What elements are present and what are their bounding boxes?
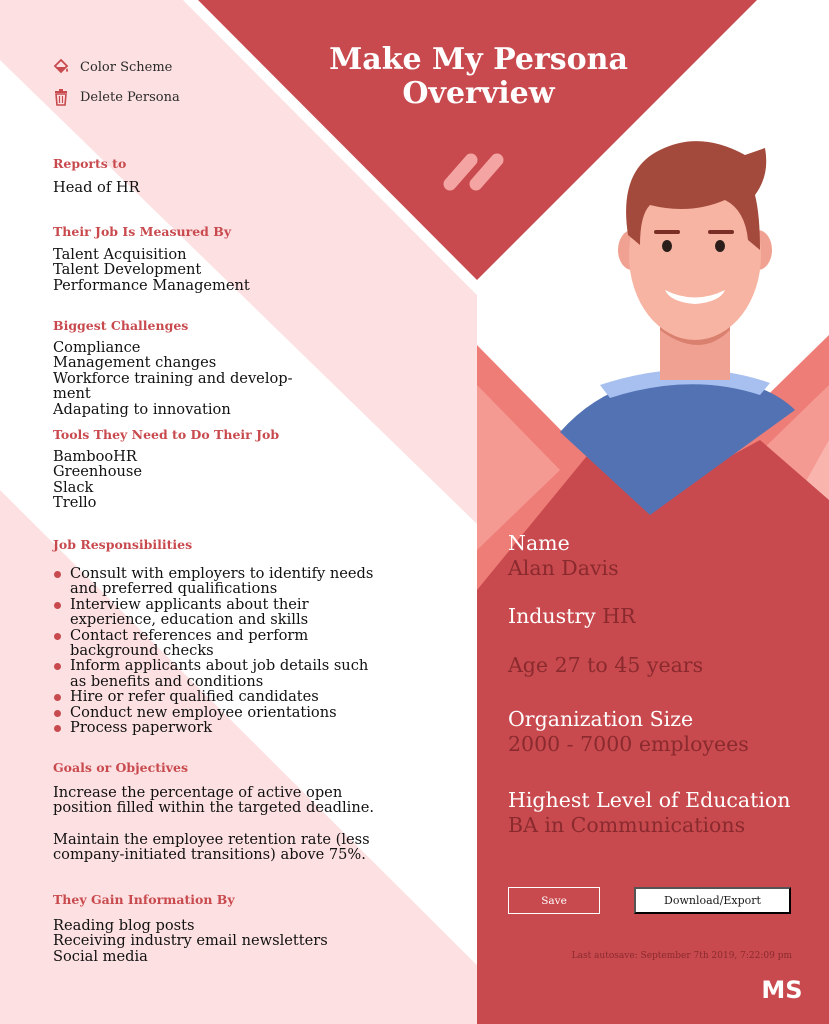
reports-to-value: Head of HR (53, 179, 140, 196)
list-item: Reading blog posts (53, 917, 195, 934)
education-value: BA in Communications (508, 813, 746, 837)
age-value: Age 27 to 45 years (508, 653, 704, 677)
bullet (54, 694, 61, 701)
goals-paragraph-2: Maintain the employee retention rate (less company-initiated transitions) above 75%. (53, 831, 370, 864)
color-scheme-button[interactable] (52, 58, 172, 76)
list-item: Workforce training and develop- (53, 369, 293, 387)
delete-persona-button[interactable] (52, 88, 180, 106)
bullet (54, 571, 61, 578)
delete-persona-label: Delete Persona (80, 89, 180, 105)
responsibilities-title: Job Responsibilities (53, 537, 193, 552)
org-size-label: Organization Size (508, 707, 694, 731)
reports-to-title: Reports to (53, 156, 127, 171)
list-item: ment (53, 385, 91, 403)
list-item: Process paperwork (53, 720, 373, 735)
list-item: Management changes (53, 354, 217, 372)
goals-paragraph-1: Increase the percentage of active open position filled within the targeted deadline. (53, 784, 375, 817)
name-value: Alan Davis (508, 556, 619, 580)
list-item: Adapating to innovation (53, 400, 231, 418)
list-item: Trello (53, 494, 97, 512)
list-item: Hire or refer qualified candidates (53, 689, 373, 704)
list-item: Talent Acquisition (53, 246, 187, 263)
list-item: Contact references and perform background checks (53, 628, 373, 659)
education-label: Highest Level of Education (508, 788, 791, 812)
goals-title: Goals or Objectives (53, 760, 189, 775)
list-item: Social media (53, 947, 148, 965)
name-label: Name (508, 531, 570, 555)
org-size-value: 2000 - 7000 employees (508, 732, 749, 756)
color-scheme-label: Color Scheme (80, 59, 173, 75)
list-item: Performance Management (53, 276, 250, 294)
bullet (54, 633, 61, 640)
challenges-list (53, 340, 293, 417)
autosave-status: Last autosave: September 7th 2019, 7:22:09 pm (571, 951, 792, 961)
list-item: Interview applicants about their experience, education and skills (53, 597, 373, 628)
responsibilities-list (53, 566, 373, 735)
industry-row (508, 604, 636, 628)
bullet (54, 725, 61, 732)
list-item: Conduct new employee orientations (53, 705, 373, 720)
info-sources-title: They Gain Information By (53, 892, 235, 907)
industry-value: HR (602, 604, 636, 628)
page-title: Make My Persona Overview (329, 42, 628, 111)
industry-label: Industry (508, 604, 596, 628)
list-item: Greenhouse (53, 463, 143, 481)
list-item: Consult with employers to identify needs and preferred qualifications (53, 566, 373, 597)
list-item: Inform applicants about job details such as benefits and conditions (53, 658, 373, 689)
list-item: Receiving industry email newsletters (53, 932, 328, 950)
tools-title: Tools They Need to Do Their Job (53, 427, 280, 442)
list-item: BambooHR (53, 448, 137, 465)
measured-by-list (53, 247, 250, 293)
list-item: Compliance (53, 339, 141, 356)
list-item: Talent Development (53, 261, 202, 279)
save-button[interactable]: Save (508, 887, 600, 914)
trash-icon (52, 88, 70, 106)
measured-by-title: Their Job Is Measured By (53, 224, 232, 239)
challenges-title: Biggest Challenges (53, 318, 189, 333)
paint-bucket-icon (52, 58, 70, 76)
download-export-button[interactable]: Download/Export (634, 887, 791, 914)
bullet (54, 602, 61, 609)
list-item: Slack (53, 478, 94, 496)
tools-list (53, 449, 142, 511)
info-sources-list (53, 918, 328, 964)
bullet (54, 663, 61, 670)
user-initials: MS (761, 976, 803, 1004)
bullet (54, 710, 61, 717)
